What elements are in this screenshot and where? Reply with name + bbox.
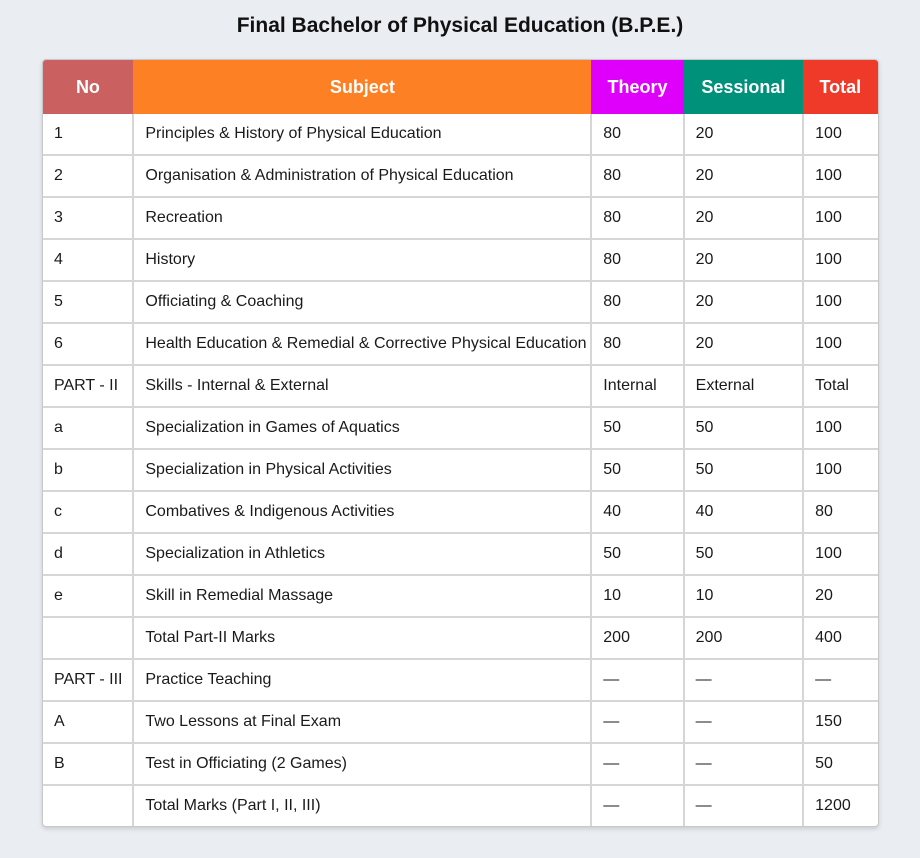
cell-no: 1: [43, 114, 133, 155]
cell-sessional: —: [684, 659, 804, 701]
cell-subject: Principles & History of Physical Education: [133, 114, 591, 155]
cell-theory: 40: [591, 491, 683, 533]
cell-theory: 80: [591, 114, 683, 155]
cell-no: [43, 785, 133, 826]
cell-no: d: [43, 533, 133, 575]
cell-sessional: 20: [684, 239, 804, 281]
cell-no: 6: [43, 323, 133, 365]
cell-subject: Two Lessons at Final Exam: [133, 701, 591, 743]
cell-total: 100: [803, 114, 877, 155]
marks-table-container: [42, 59, 879, 827]
cell-theory: —: [591, 659, 683, 701]
table-row: [43, 114, 878, 155]
cell-sessional: —: [684, 701, 804, 743]
cell-sessional: 50: [684, 533, 804, 575]
cell-theory: 80: [591, 239, 683, 281]
column-header-sessional: Sessional: [684, 60, 804, 114]
cell-theory: 50: [591, 533, 683, 575]
cell-total: Total: [803, 365, 877, 407]
page-title: Final Bachelor of Physical Education (B.P.E.): [236, 14, 684, 37]
table-row: [43, 323, 878, 365]
cell-total: 80: [803, 491, 877, 533]
cell-subject: Practice Teaching: [133, 659, 591, 701]
cell-theory: 10: [591, 575, 683, 617]
cell-theory: 200: [591, 617, 683, 659]
cell-theory: 80: [591, 281, 683, 323]
cell-total: —: [803, 659, 877, 701]
table-row: [43, 701, 878, 743]
table-row: [43, 659, 878, 701]
cell-no: [43, 617, 133, 659]
cell-sessional: 20: [684, 197, 804, 239]
cell-no: 5: [43, 281, 133, 323]
table-header-row: [43, 60, 878, 114]
cell-theory: —: [591, 743, 683, 785]
table-row: [43, 197, 878, 239]
cell-total: 100: [803, 323, 877, 365]
cell-subject: Specialization in Athletics: [133, 533, 591, 575]
cell-total: 100: [803, 407, 877, 449]
cell-subject: Combatives & Indigenous Activities: [133, 491, 591, 533]
cell-sessional: 20: [684, 155, 804, 197]
column-header-theory: Theory: [591, 60, 683, 114]
cell-theory: —: [591, 785, 683, 826]
marks-table: [43, 60, 878, 826]
column-header-subject: Subject: [133, 60, 591, 114]
cell-subject: Total Marks (Part I, II, III): [133, 785, 591, 826]
cell-total: 1200: [815, 797, 851, 814]
cell-total: 100: [803, 197, 877, 239]
table-row: [43, 617, 878, 659]
cell-subject: Officiating & Coaching: [133, 281, 591, 323]
cell-sessional: 20: [684, 281, 804, 323]
table-row: [43, 491, 878, 533]
table-row: [43, 449, 878, 491]
cell-subject: Skills - Internal & External: [133, 365, 591, 407]
table-row: [43, 365, 878, 407]
cell-no: c: [43, 491, 133, 533]
cell-no: PART - II: [43, 365, 133, 407]
cell-subject: Specialization in Games of Aquatics: [133, 407, 591, 449]
cell-subject: Recreation: [133, 197, 591, 239]
cell-theory: 80: [591, 155, 683, 197]
cell-theory: —: [591, 701, 683, 743]
cell-subject: Test in Officiating (2 Games): [133, 743, 591, 785]
cell-subject: Total Part-II Marks: [133, 617, 591, 659]
cell-theory: Internal: [591, 365, 683, 407]
cell-sessional: 20: [684, 114, 804, 155]
cell-no: e: [43, 575, 133, 617]
cell-subject: Organisation & Administration of Physical Education: [133, 155, 591, 197]
cell-sessional: 200: [684, 617, 804, 659]
cell-total: 20: [803, 575, 877, 617]
cell-theory: 80: [591, 323, 683, 365]
column-header-no: No: [43, 60, 133, 114]
table-row: [43, 239, 878, 281]
cell-subject: Specialization in Physical Activities: [133, 449, 591, 491]
cell-no: PART - III: [43, 659, 133, 701]
cell-total: 100: [803, 449, 877, 491]
cell-sessional: 10: [684, 575, 804, 617]
column-header-total: Total: [803, 60, 877, 114]
cell-total: 100: [803, 281, 877, 323]
cell-total: 50: [803, 743, 877, 785]
cell-theory: 50: [591, 449, 683, 491]
cell-no: B: [43, 743, 133, 785]
table-row: [43, 155, 878, 197]
cell-sessional: 20: [684, 323, 804, 365]
cell-no: a: [43, 407, 133, 449]
cell-sessional: —: [684, 743, 804, 785]
table-row: [43, 407, 878, 449]
table-row: [43, 281, 878, 323]
cell-sessional: External: [684, 365, 804, 407]
cell-total: 400: [803, 617, 877, 659]
cell-no: 4: [43, 239, 133, 281]
table-row: [43, 785, 878, 826]
table-row: [43, 575, 878, 617]
cell-sessional: 40: [684, 491, 804, 533]
cell-total: 100: [803, 533, 877, 575]
cell-total: 100: [803, 239, 877, 281]
cell-sessional: 50: [684, 449, 804, 491]
cell-sessional: 50: [684, 407, 804, 449]
cell-subject: History: [133, 239, 591, 281]
cell-total: 150: [803, 701, 877, 743]
cell-no: b: [43, 449, 133, 491]
cell-subject: Skill in Remedial Massage: [133, 575, 591, 617]
table-row: [43, 533, 878, 575]
table-row: [43, 743, 878, 785]
cell-subject: Health Education & Remedial & Corrective Physical Education: [133, 323, 591, 365]
cell-total: 100: [803, 155, 877, 197]
cell-no: 3: [43, 197, 133, 239]
cell-sessional: —: [684, 785, 804, 826]
cell-no: A: [43, 701, 133, 743]
cell-theory: 50: [591, 407, 683, 449]
cell-no: 2: [43, 155, 133, 197]
table-body: [43, 114, 878, 826]
cell-theory: 80: [591, 197, 683, 239]
